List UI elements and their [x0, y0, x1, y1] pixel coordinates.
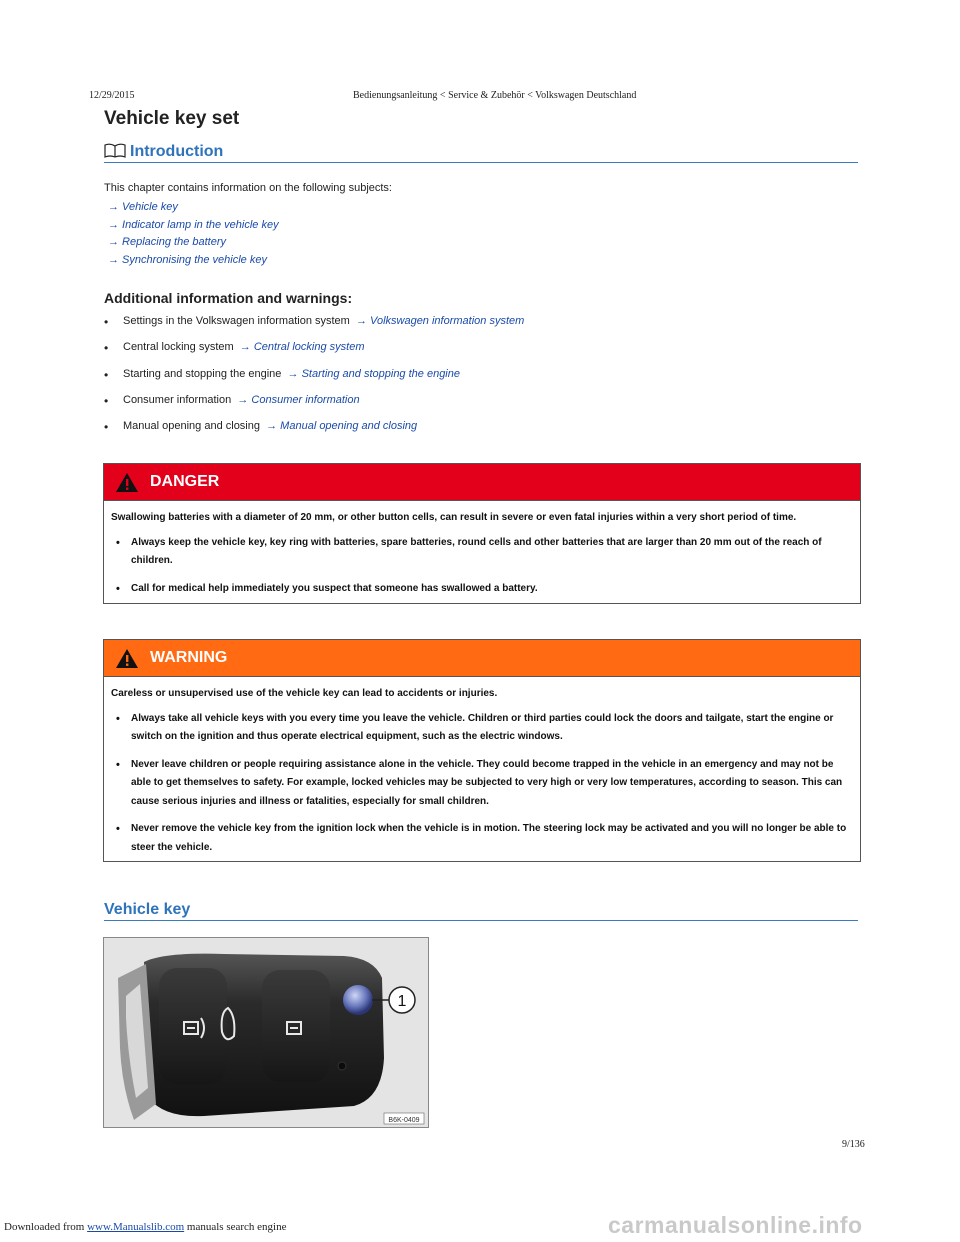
item-text: Consumer information — [123, 393, 232, 406]
item-text: Central locking system — [123, 341, 234, 354]
manualslib-link[interactable]: www.Manualslib.com — [87, 1221, 185, 1233]
list-item: • Manual opening and closing → Manual opening and closing — [104, 420, 418, 435]
warning-label: WARNING — [150, 649, 228, 666]
warning-header — [104, 640, 860, 677]
warning-triangle-icon — [115, 648, 139, 674]
link-starting-stopping[interactable]: → Starting and stopping the engine — [287, 367, 460, 380]
list-item: • Always keep the vehicle key, key ring with batteries, spare batteries, round cells and other batteries that are larger than 20 mm out of the reach of children. — [111, 534, 852, 571]
danger-box — [103, 463, 861, 604]
introduction-title: Introduction — [130, 143, 224, 160]
link-replacing-battery[interactable]: → Replacing the battery — [108, 236, 227, 248]
link-consumer-information[interactable]: → Consumer information — [237, 393, 360, 406]
callout-number: 1 — [397, 993, 407, 1010]
warning-intro: Careless or unsupervised use of the vehicle key can lead to accidents or injuries. — [111, 688, 498, 699]
header-date: 12/29/2015 — [89, 90, 135, 101]
additional-info-heading: Additional information and warnings: — [104, 290, 353, 306]
list-item: • Consumer information → Consumer information — [104, 393, 360, 408]
intro-text: This chapter contains information on the following subjects: — [104, 182, 392, 194]
list-item: • Central locking system → Central locking system — [104, 341, 365, 356]
vehicle-key-illustration — [104, 938, 428, 1127]
vehicle-key-figure — [103, 937, 429, 1128]
link-indicator-lamp[interactable]: → Indicator lamp in the vehicle key — [108, 218, 279, 231]
item-text: Starting and stopping the engine — [123, 367, 282, 380]
intro-link-list — [108, 199, 279, 269]
list-item: • Never remove the vehicle key from the ignition lock when the vehicle is in motion. The steering lock may be activated and you will no longer be able to steer the vehicle. — [111, 820, 852, 857]
link-central-locking[interactable]: → Central locking system — [239, 341, 365, 354]
additional-info-list — [104, 315, 844, 446]
item-text: Manual opening and closing — [123, 420, 260, 433]
warning-triangle-icon — [115, 472, 139, 498]
list-item: • Starting and stopping the engine → Starting and stopping the engine — [104, 367, 460, 382]
link-manual-opening[interactable]: → Manual opening and closing — [266, 420, 418, 433]
link-vehicle-key[interactable]: → Vehicle key — [108, 201, 178, 213]
page-title: Vehicle key set — [104, 108, 240, 129]
vehicle-key-heading — [104, 901, 858, 921]
watermark: carmanualsonline.info — [608, 1212, 863, 1238]
list-item: • Call for medical help immediately you suspect that someone has swallowed a battery. — [111, 580, 852, 599]
danger-header — [104, 464, 860, 501]
figure-code: B6K-0409 — [388, 1117, 420, 1124]
footer-prefix: Downloaded from — [4, 1221, 88, 1233]
footer-suffix: manuals search engine — [184, 1221, 287, 1233]
danger-label: DANGER — [150, 473, 220, 490]
warning-box — [103, 639, 861, 862]
link-information-system[interactable]: → Volkswagen information system — [355, 315, 525, 327]
danger-intro: Swallowing batteries with a diameter of 20 mm, or other button cells, can result in severe or even fatal injuries within a very short period of time. — [111, 512, 797, 523]
list-item: • Settings in the Volkswagen information system → Volkswagen information system — [104, 315, 525, 329]
list-item: • Always take all vehicle keys with you every time you leave the vehicle. Children or third parties could lock the doors and tailgate, start the engine or switch on the ignition and thus operate electrical equipment, such as the electric windows. — [111, 710, 852, 747]
link-synchronising-key[interactable]: → Synchronising the vehicle key — [108, 253, 267, 266]
book-icon — [104, 143, 126, 163]
introduction-heading — [104, 143, 858, 163]
vehicle-key-title: Vehicle key — [104, 901, 191, 918]
item-text: Settings in the Volkswagen information system — [123, 315, 350, 327]
header-title: Bedienungsanleitung < Service & Zubehör < Volkswagen Deutschland — [353, 90, 637, 101]
page-number: 9/136 — [842, 1139, 865, 1150]
list-item: • Never leave children or people requiring assistance alone in the vehicle. They could become trapped in the vehicle in an emergency and may not be able to get themselves to safety. For example, locked vehicles may be subjected to very high or very low temperatures, according to season. This can cause serious injuries and illness or fatalities, especially for small children. — [111, 756, 852, 812]
download-footer — [4, 1221, 286, 1233]
